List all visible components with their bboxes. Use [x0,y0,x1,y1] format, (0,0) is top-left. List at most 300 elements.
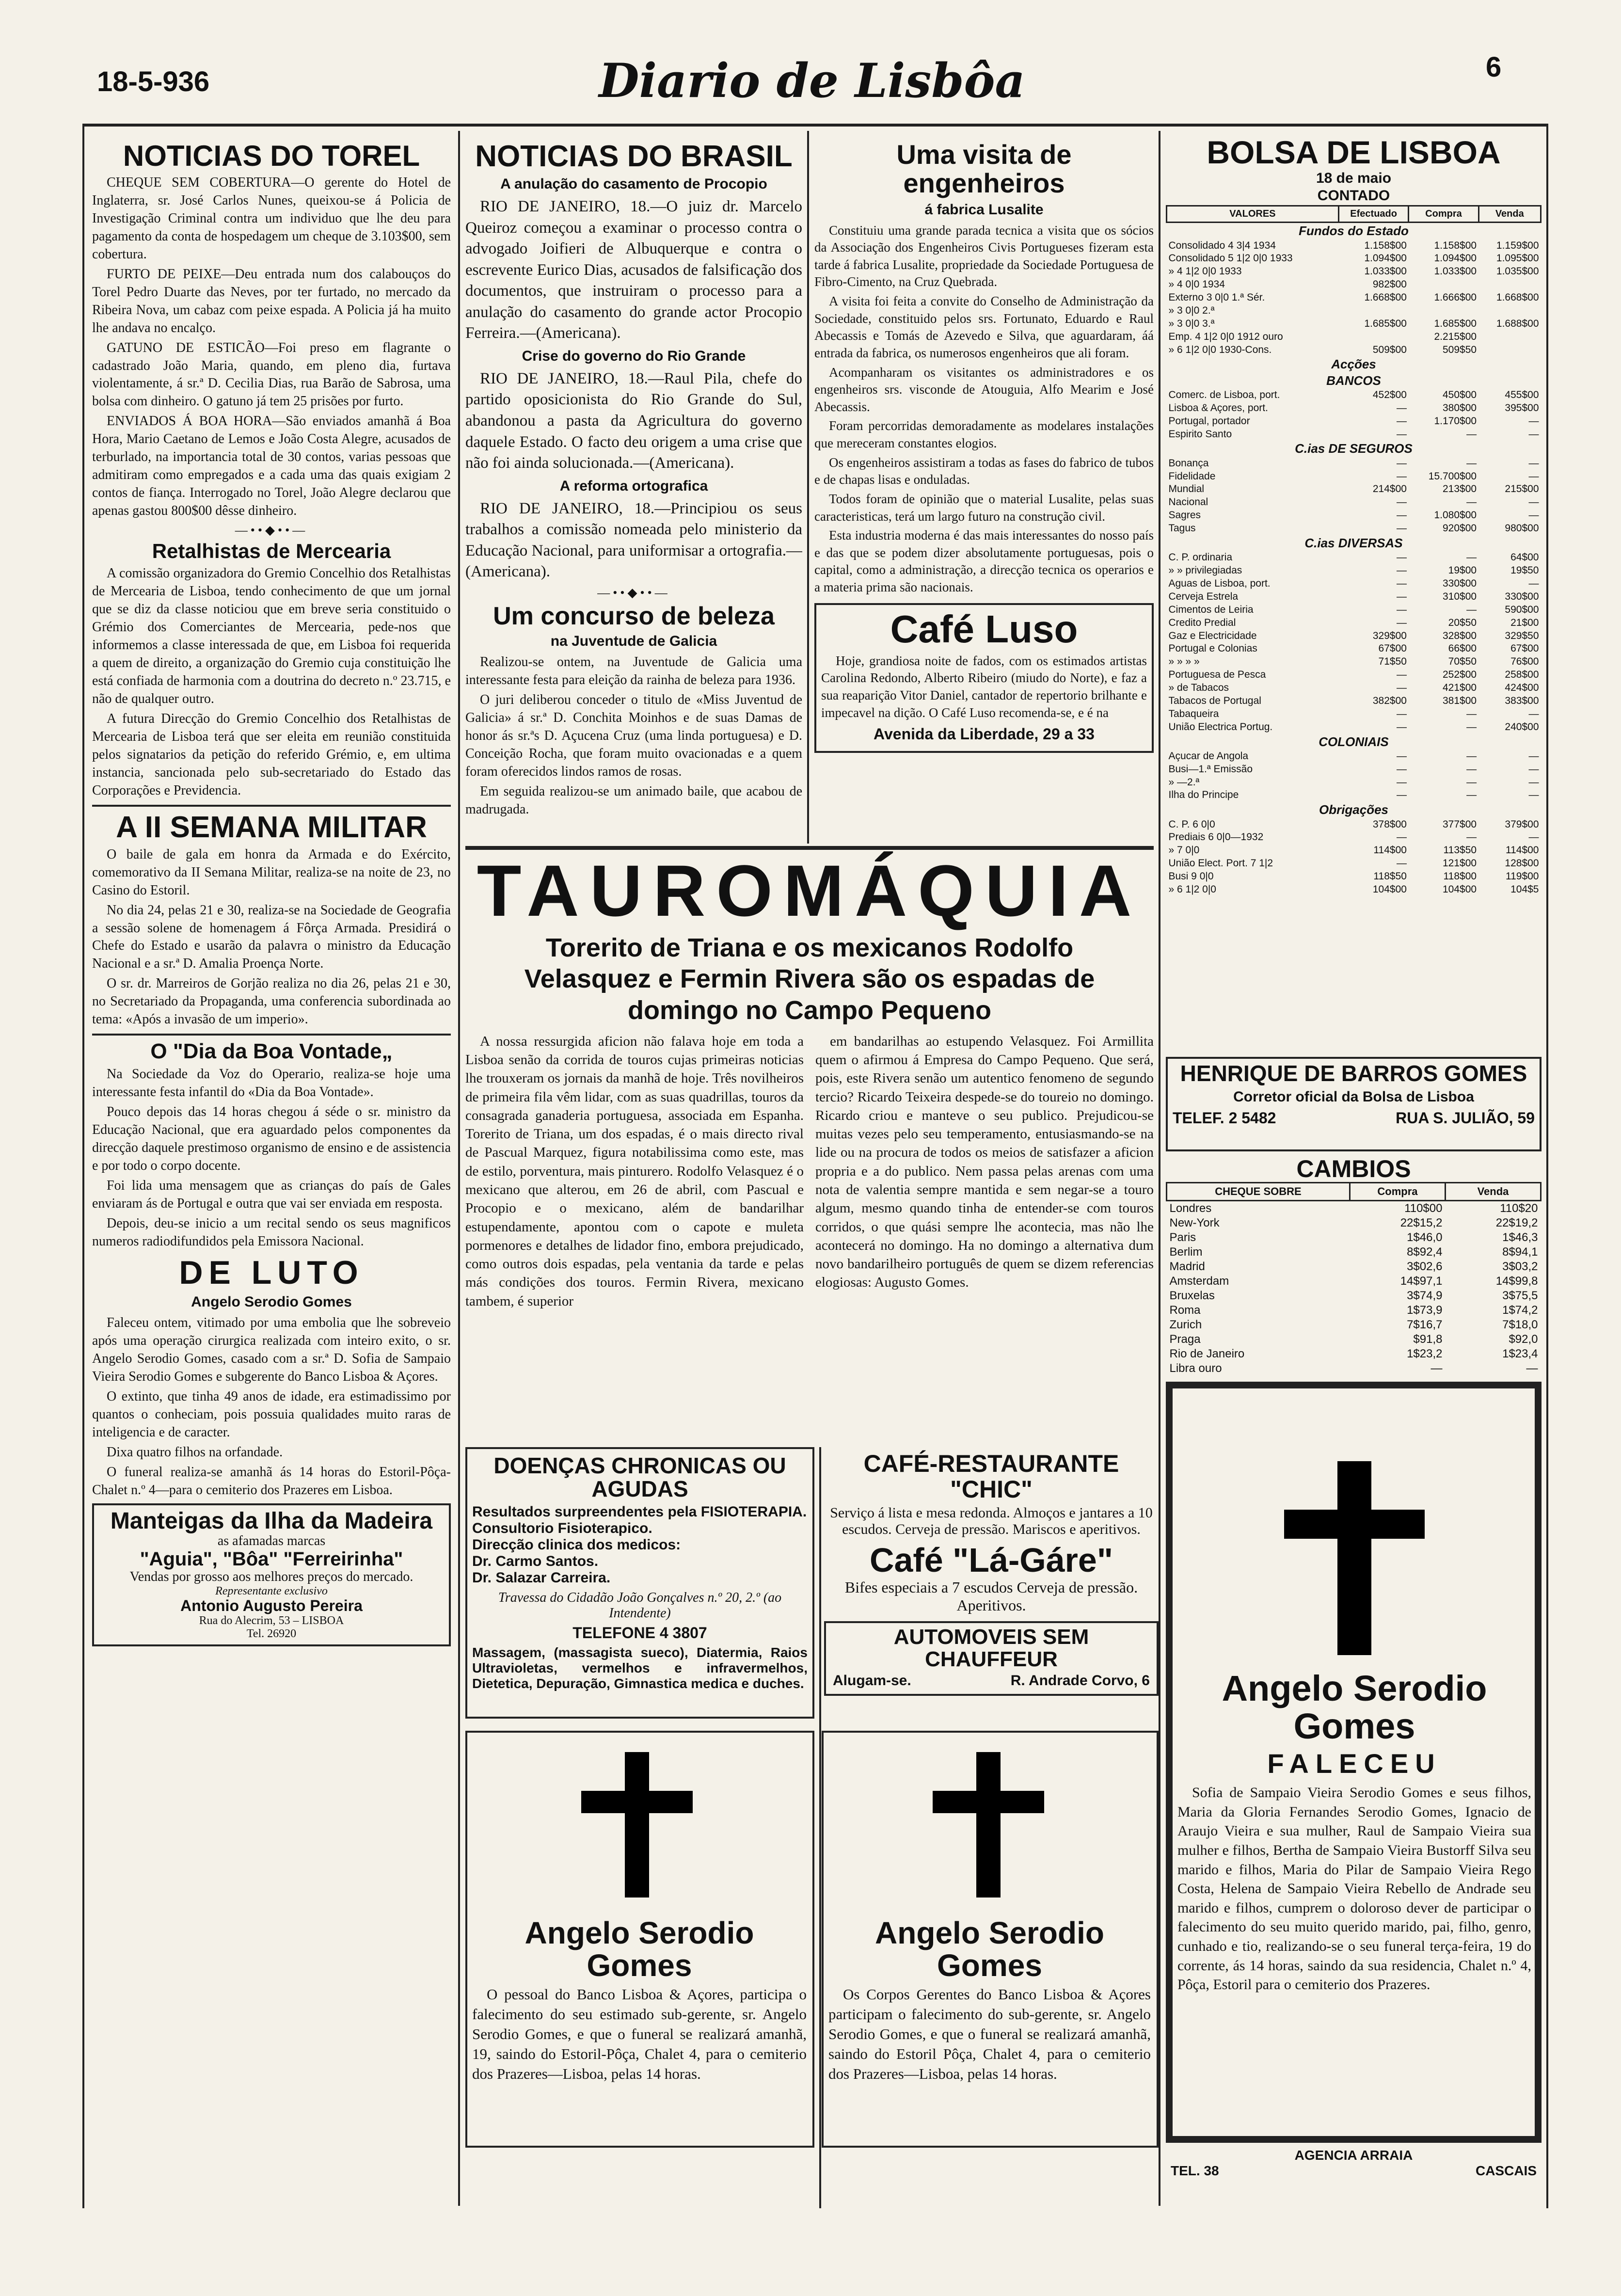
beleza-heading: Um concurso de beleza [493,602,775,630]
bolsa-security-name: Prediais 6 0|0—1932 [1168,831,1264,843]
bolsa-col-header: VALORES [1167,206,1339,223]
column-rule-1 [458,131,460,2206]
bolsa-price: 20$50 [1448,617,1477,628]
bolsa-security-name: Sagres [1168,510,1201,521]
bolsa-security-name: Açucar de Angola [1168,750,1249,762]
bolsa-price: 1.094$00 [1364,253,1407,264]
bolsa-security-name: Externo 3 0|0 1.ª Sér. [1168,292,1265,303]
bolsa-security-name: União Elect. Port. 7 1|2 [1168,858,1273,869]
semana-item: O sr. dr. Marreiros de Gorjão realiza no dia 26, pelas 21 e 30, no Secretariado da Propaganda, uma conferencia subordinada ao tema: «Após a invasão de um imperio». [92,976,451,1027]
beleza-item: O juri deliberou conceder o titulo de «Miss Juventud de Galicia» á sr.ª D. Conchita Moinhos e de suas Damas de honor ás sr.ªs D. Açucena Cruz (uma linda portuguesa) e D. Conceição Rocha, que foram muito ovacionadas e a quem foram oferecidos lindos ramos de rosas. [465,692,802,780]
bolsa-price: — [1528,578,1539,589]
automoveis-left: Alugam-se. [833,1672,911,1689]
obituary-board [822,1731,1159,2148]
bolsa-row [1167,331,1541,344]
bolsa-col-header: Compra [1409,206,1478,223]
cambios-rate: 1$46,0 [1407,1230,1443,1244]
chic-text: Serviço á lista e mesa redonda. Almoços e jantares a 10 escudos. Cerveja de pressão. Mariscos e aperitivos. [830,1505,1153,1537]
separator: —••◆••— [235,523,308,538]
bolsa-price: 1.158$00 [1434,239,1477,251]
bolsa-security-name: Fidelidade [1168,470,1216,482]
obituary-text: O pessoal do Banco Lisboa & Açores, participa o falecimento do seu estimado sub-gerente, sr. Angelo Serodio Gomes, e que o funeral se realizará amanhã, 19, saindo do Estoril-Pôça, Chalet 4, para o cemiterio dos Prazeres—Lisboa, pelas 14 horas. [472,1986,807,2082]
cambios-table [1166,1182,1542,1375]
cross-icon-bar [581,1791,693,1813]
cambios-rate: 110$20 [1500,1201,1538,1215]
bolsa-price: — [1466,831,1477,843]
bolsa-row [1167,642,1541,655]
agency-town: CASCAIS [1475,2163,1537,2178]
bolsa-price: — [1466,552,1477,563]
bolsa-security-name: Cerveja Estrela [1168,590,1239,602]
bolsa-price: 378$00 [1372,818,1407,830]
bolsa-security-name: Consolidado 4 3|4 1934 [1168,239,1276,251]
bolsa-price: — [1466,776,1477,788]
cambios-rate: 3$02,6 [1407,1260,1443,1273]
bolsa-security-name: » 6 1|2 0|0 1930-Cons. [1168,344,1272,355]
cross-icon-bar [933,1791,1044,1813]
bolsa-security-name: Busi—1.ª Emissão [1168,763,1253,775]
bolsa-row [1167,239,1541,253]
bolsa-security-name: » » » » [1168,656,1200,668]
barros-address: RUA S. JULIÃO, 59 [1396,1109,1535,1127]
bolsa-row [1167,252,1541,265]
brasil-paragraph-1: RIO DE JANEIRO, 18.—O juiz dr. Marcelo Queiroz começou a examinar o processo contra o advogado Joifieri de Albuquerque e contra o escrevente Eurico Dias, acusados de falsificação dos documentos, que instruiram o processo para a anulação do casamento do grande actor Procopio Ferreira.—(Americana). [465,198,802,342]
tauromaquia-subheading: Torerito de Triana e os mexicanos Rodolfo Velasquez e Fermin Rivera são os espadas de domingo no Campo Pequeno [524,933,1095,1025]
bolsa-price: — [1396,510,1407,521]
luto-item: O funeral realiza-se amanhã ás 14 horas do Estoril-Pôça-Chalet n.º 4—para o cemiterio dos Prazeres em Lisboa. [92,1464,451,1498]
cambios-rate: $91,8 [1413,1332,1443,1346]
bolsa-price: — [1396,428,1407,440]
bolsa-security-name: C. P. 6 0|0 [1168,818,1215,830]
cambios-row [1167,1260,1541,1274]
bolsa-row [1167,870,1541,883]
bolsa-price: 1.688$00 [1496,318,1539,329]
cambios-city: Berlim [1169,1245,1203,1259]
bolsa-price: — [1396,763,1407,775]
bolsa-price: 1.668$00 [1496,292,1539,303]
manteigas-sub: as afamadas marcas [217,1533,326,1549]
page-number: 6 [1486,51,1502,83]
cambios-col-header: Venda [1445,1182,1541,1200]
vontade-item: Pouco depois das 14 horas chegou á séde o sr. ministro da Educação Nacional, que era aguardado pelos componentes da direcção daquele prestimoso organismo de ensino e de assistencia e por todo o corpo docente. [92,1104,451,1174]
bolsa-price: 455$00 [1505,389,1539,400]
barros-telephone: TELEF. 2 5482 [1173,1109,1276,1127]
beleza-item: Em seguida realizou-se um animado baile, que acabou de madrugada. [465,784,802,817]
agency-name: AGENCIA ARRAIA [1294,2148,1413,2163]
bolsa-col-header: Efectuado [1338,206,1409,223]
boa-vontade-heading: O "Dia da Boa Vontade„ [150,1039,393,1064]
vontade-item: Depois, deu-se inicio a um recital sendo os seus magnificos numeros radiodifundidos pela Emissora Nacional. [92,1216,451,1249]
luto-item: Dixa quatro filhos na orfandade. [107,1445,283,1460]
bolsa-price: 128$00 [1505,858,1539,869]
bolsa-price: — [1396,470,1407,482]
bolsa-row [1167,721,1541,734]
column-rule-ads [819,1447,821,2208]
obituary-name: Angelo Serodio Gomes [1222,1668,1487,1746]
bolsa-price: 258$00 [1505,669,1539,681]
bolsa-price: 1.094$00 [1434,253,1477,264]
automoveis-ad [824,1621,1159,1696]
bolsa-row [1167,344,1541,357]
brasil-sub-2: Crise do governo do Rio Grande [522,348,746,364]
bolsa-row [1167,278,1541,291]
bolsa-price: — [1528,415,1539,427]
bolsa-price: 1.035$00 [1496,266,1539,277]
bolsa-security-name: Cimentos de Leiria [1168,604,1254,615]
manteigas-address: Rua do Alecrim, 53 – LISBOA [199,1614,344,1627]
cambios-row [1167,1200,1541,1216]
bolsa-price: — [1396,789,1407,801]
bolsa-security-name: Portugal e Colonias [1168,643,1257,654]
luto-item: O extinto, que tinha 49 anos de idade, era estimadissimo por quantos o conheciam, pois possuia qualidades muito raras de inteligencia e de caracter. [92,1389,451,1440]
column-rule-2 [807,131,809,844]
cambios-rate: 3$75,5 [1502,1289,1538,1302]
bolsa-price: 382$00 [1372,695,1407,706]
cambios-city: Praga [1169,1332,1201,1346]
left-frame-rule [82,124,84,2208]
doencas-line-2: Direcção clinica dos medicos: [472,1536,681,1553]
bolsa-price: — [1396,496,1407,508]
bolsa-security-name: Mundial [1168,483,1205,495]
bolsa-row [1167,522,1541,535]
bolsa-price: — [1466,750,1477,762]
cambios-rate: — [1430,1361,1443,1374]
mercearia-item: A comissão organizadora do Gremio Concelhio dos Retalhistas de Mercearia de Lisboa, tendo conhecimento de que um jornal que se diz da classe noticiou que em breve seria constituido o Grémio dos Comerciantes de Mercearia, pede-nos que informemos a classe interessada de que, em Lisboa foi requerida a quem de direito, a organização do Gremio cuja constituição lhe está confiada de harmonia com a doutrina do decreto n.º 23.715, e não de qualquer outro. [92,566,451,706]
cambios-city: Libra ouro [1169,1361,1222,1374]
bolsa-row [1167,655,1541,669]
bolsa-security-name: » 7 0|0 [1168,845,1200,856]
cambios-col-header: CHEQUE SOBRE [1167,1182,1350,1200]
automoveis-heading: AUTOMOVEIS SEM CHAUFFEUR [893,1625,1089,1671]
bolsa-price: 329$50 [1505,630,1539,641]
bolsa-row [1167,402,1541,415]
cambios-row [1167,1216,1541,1230]
bolsa-row [1167,604,1541,617]
bolsa-price: 1.666$00 [1434,292,1477,303]
rule [465,846,1154,850]
bolsa-price: 15.700$00 [1428,470,1477,482]
bolsa-price: 67$00 [1510,643,1539,654]
column-1 [92,141,451,2206]
bolsa-table [1166,205,1542,896]
doencas-heading: DOENÇAS CHRONICAS OU AGUDAS [493,1453,786,1502]
bolsa-row [1167,789,1541,802]
doencas-sub: Resultados surpreendentes pela FISIOTERAPIA. [472,1503,807,1520]
bolsa-price: 19$00 [1448,565,1477,576]
bolsa-price: — [1396,523,1407,534]
obituary-text: Os Corpos Gerentes do Banco Lisboa & Açores participam o falecimento do sub-gerente, sr. Angelo Serodio Gomes, e que o funeral se realizará amanhã, saindo do Estoril Pôça, Chalet 4, para o cemiterio dos Prazeres—Lisboa, pelas 14 horas. [828,1986,1151,2082]
cambios-row [1167,1274,1541,1289]
bolsa-price: 982$00 [1372,279,1407,290]
bolsa-row [1167,695,1541,708]
cambios-row [1167,1303,1541,1318]
bolsa-price: 76$00 [1510,656,1539,668]
bolsa-security-name: Comerc. de Lisboa, port. [1168,389,1280,400]
bolsa-security-name: Aguas de Lisboa, port. [1168,578,1271,589]
cambios-rate: 3$03,2 [1502,1260,1538,1273]
bolsa-security-name: » 6 1|2 0|0 [1168,883,1216,895]
bolsa-price: 114$00 [1505,845,1539,856]
bolsa-price: 920$00 [1442,523,1477,534]
bolsa-row [1167,682,1541,695]
bolsa-row [1167,389,1541,402]
bolsa-row [1167,304,1541,318]
bolsa-price: — [1396,708,1407,719]
bolsa-price: — [1528,496,1539,508]
cambios-rate: 1$23,4 [1502,1347,1538,1360]
semana-item: O baile de gala em honra da Armada e do Exército, comemorativo da II Semana Militar, realiza-se na noite de 23, no Casino do Estoril. [92,846,451,898]
bolsa-section-heading: Obrigações [1319,802,1389,817]
bolsa-price: — [1396,565,1407,576]
bolsa-security-name: » 3 0|0 3.ª [1168,318,1215,329]
tauromaquia-section [465,846,1154,1440]
cambios-rate: 7$16,7 [1407,1318,1443,1331]
engenheiros-subheading: á fabrica Lusalite [924,201,1044,218]
bolsa-price: 71$50 [1378,656,1407,668]
bolsa-price: — [1466,457,1477,469]
bolsa-price: 21$00 [1510,617,1539,628]
bolsa-row [1167,265,1541,278]
bolsa-price: — [1528,831,1539,843]
bolsa-price: 424$00 [1505,682,1539,693]
bolsa-price: — [1396,590,1407,602]
tauromaquia-left-text: A nossa ressurgida aficion não falava hoje em toda a Lisboa senão da corrida de touros cujas primeiras noticias lhe trouxeram os jornais da manhã de hoje. Três novilheiros de primeira fila vêm lidar, com as suas quadrillas, touros da consagrada ganaderia portuguesa, associada em Espanha. Torerito de Triana, um dos espadas, é o mais directo rival de Pascual Marquez, figura notabilissima como este, mas de estilo, porventura, mais pinturero. Rodolfo Velasquez é o mexicano que alterou, em 26 de abril, com Pascual e Procopio e o mexicano, além de bandarilhar estupendamente, apontou com o capote e muleta pormenores e detalhes de lidador fino, embora prejudicado, como outros dois espadas, pela ventania da tarde e pelas más condições dos touros. Fermin Rivera, mexicano tambem, é superior [465,1033,804,1309]
bolsa-row [1167,708,1541,721]
chic-heading: CAFÉ-RESTAURANTE "CHIC" [863,1450,1119,1503]
bolsa-price: 380$00 [1442,402,1477,414]
bolsa-price: 1.685$00 [1434,318,1477,329]
cambios-rate: $92,0 [1509,1332,1538,1346]
bolsa-price: — [1396,457,1407,469]
bolsa-row [1167,318,1541,331]
column-2 [465,141,802,834]
cambios-city: Zurich [1169,1318,1202,1331]
bolsa-price: — [1528,708,1539,719]
bolsa-price: 104$5 [1510,883,1539,895]
eng-item: Acompanharam os visitantes os administradores e os engenheiros srs. visconde de Atouguia, Alfo Mearim e José Abecassis. [814,365,1154,414]
torel-item: ENVIADOS Á BOA HORA—São enviados amanhã á Boa Hora, Mario Caetano de Lemos e João Costa Alegre, acusados de terburlado, na importancia total de 30 contos, varias pessoas que admitiram como empregados e a cada uma das quais exigiam 2 contos de fiança. Interrogado no Torel, João Alegre declarou que apenas gastou 800$00 dêsse dinheiro. [92,414,451,519]
bolsa-price: — [1396,578,1407,589]
manteigas-name: Antonio Augusto Pereira [180,1597,363,1615]
manteigas-rep: Representante exclusivo [215,1585,328,1598]
column-3 [814,141,1154,844]
bolsa-row [1167,750,1541,763]
cambios-heading: CAMBIOS [1296,1156,1411,1182]
bolsa-security-name: Credito Predial [1168,617,1236,628]
bolsa-row [1167,577,1541,590]
bolsa-price: 70$50 [1448,656,1477,668]
bolsa-security-name: Portuguesa de Pesca [1168,669,1266,681]
bolsa-col-header: Venda [1478,206,1541,223]
bolsa-price: — [1528,457,1539,469]
obituary-text: Sofia de Sampaio Vieira Serodio Gomes e seus filhos, Maria da Gloria Fernandes Serodio Gomes, Ignacio de Araujo Vieira e sua mulher, Raul de Sampaio Vieira sua mulher e filhos, Bertha de Sampaio Vieira Bustorff Silva seu marido e filhos, Maria do Pilar de Sampaio Vieira Rego Costa, Helena de Sampaio Vieira Rebello de Andrade seu marido e filhos, cumprem o doloroso dever de participar o falecimento do seu muito querido marido, pai, filho, genro, cunhado e tio, realizando-se o seu funeral terça-feira, 19 do corrente, ás 14 horas, saindo da sua residencia, Chalet n.º 4, Pôça, Estoril para o cemiterio dos Prazeres. [1177,1785,1531,1993]
bolsa-price: 19$50 [1510,565,1539,576]
bolsa-price: — [1528,763,1539,775]
bolsa-price: — [1396,858,1407,869]
bolsa-price [1409,304,1478,318]
automoveis-right: R. Andrade Corvo, 6 [1010,1672,1150,1689]
bolsa-row [1167,551,1541,564]
doencas-ad [465,1447,814,1719]
bolsa-price: 121$00 [1442,858,1477,869]
bolsa-price: 2.215$00 [1434,331,1477,342]
bolsa-security-name: Portugal, portador [1168,415,1250,427]
bolsa-row [1167,857,1541,870]
bolsa-section-heading: C.ias DIVERSAS [1304,535,1403,550]
bolsa-price: 119$00 [1505,871,1539,882]
bolsa-security-name: Emp. 4 1|2 0|0 1912 ouro [1168,331,1283,342]
bolsa-price: 421$00 [1442,682,1477,693]
bolsa-price: 1.158$00 [1364,239,1407,251]
cambios-rate: 1$74,2 [1502,1303,1538,1317]
bolsa-security-name: » » privilegiadas [1168,565,1242,576]
vontade-item: Foi lida uma mensagem que as crianças do país de Gales enviaram ás de Portugal e outra que vai ser enviada em resposta. [92,1178,451,1212]
bolsa-row [1167,470,1541,483]
bolsa-security-name: Gaz e Electricidade [1168,630,1257,641]
bolsa-row [1167,844,1541,857]
bolsa-row [1167,291,1541,304]
bolsa-price: 383$00 [1505,695,1539,706]
bolsa-price: 104$00 [1442,883,1477,895]
torel-heading: NOTICIAS DO TOREL [123,141,420,172]
bolsa-price: — [1396,682,1407,693]
brasil-sub-3: A reforma ortografica [559,478,708,494]
bolsa-price: 329$00 [1372,630,1407,641]
bolsa-price: 114$00 [1373,845,1407,856]
bolsa-row [1167,831,1541,844]
cambios-row [1167,1361,1541,1375]
engenheiros-heading: Uma visita de engenheiros [896,141,1072,198]
cambios-rate: 8$92,4 [1407,1245,1443,1259]
bolsa-price: 590$00 [1505,604,1539,615]
bolsa-price: 214$00 [1372,483,1407,495]
cambios-city: Amsterdam [1169,1274,1229,1288]
bolsa-price: 1.159$00 [1496,239,1539,251]
bolsa-price: 252$00 [1442,669,1477,681]
bolsa-security-name: Consolidado 5 1|2 0|0 1933 [1168,253,1293,264]
bolsa-row [1167,590,1541,604]
cross-icon [625,1752,649,1897]
bolsa-section-heading: Acções [1331,357,1376,372]
cafe-luso-heading: Café Luso [890,607,1078,651]
beleza-subheading: na Juventude de Galicia [550,633,717,650]
faleceu-label: FALECEU [1267,1748,1442,1779]
eng-item: A visita foi feita a convite do Conselho de Administração da Sociedade, constituido pelos srs. Fortunato, Eduardo e Raul Abecassis e Tomás de Azevedo e Silva, que aguardaram, áá entrada da fabrica, os numerosos engenheiros que ali foram. [814,294,1154,360]
bolsa-row [1167,630,1541,643]
cross-icon [976,1752,1001,1897]
eng-item: Esta industria moderna é das mais interessantes do nosso país e das que se podem dizer absolutamente portuguesas, pois o capital, como a administração, a direcção tecnica os operarios e a materia prima são nacionais. [814,528,1154,595]
bolsa-price: 1.685$00 [1364,318,1407,329]
cambios-row [1167,1332,1541,1347]
eng-item: Constituiu uma grande parada tecnica a visita que os sócios da Associação dos Engenheiros Civis Portugueses fizeram esta tarde á fabrica Lusalite, propriedade da Sociedade Portuguesa de Fibro-Cimento, na Cruz Quebrada. [814,223,1154,289]
bolsa-security-name: Tabacos de Portugal [1168,695,1261,706]
bolsa-security-name: Espirito Santo [1168,428,1232,440]
bolsa-security-name: Lisboa & Açores, port. [1168,402,1268,414]
doencas-text: Massagem, (massagista sueco), Diatermia, Raios Ultravioletas, vermelhos e infravermelhos, Dietetica, Depuração, Gimnastica medica e duches. [472,1644,808,1691]
bolsa-price: 118$50 [1373,871,1407,882]
column-rule-3 [1159,131,1160,2206]
bolsa-price [1478,278,1541,291]
bolsa-row [1167,669,1541,682]
bolsa-price: 328$00 [1442,630,1477,641]
doencas-telephone: TELEFONE 4 3807 [572,1624,707,1642]
bolsa-price: 509$00 [1372,344,1407,355]
bolsa-price: 381$00 [1442,695,1477,706]
bolsa-price: — [1396,669,1407,681]
de-luto-heading: DE LUTO [179,1254,364,1291]
agency-tel: TEL. 38 [1171,2163,1219,2178]
bolsa-price: 67$00 [1378,643,1407,654]
cambios-city: Madrid [1169,1260,1205,1273]
bolsa-security-name: Busi 9 0|0 [1168,871,1214,882]
bolsa-security-name: Tagus [1168,523,1196,534]
bolsa-row [1167,818,1541,831]
bolsa-section [1166,136,1542,1067]
issue-date: 18-5-936 [97,66,210,97]
bolsa-price: 1.095$00 [1496,253,1539,264]
cambios-rate: 8$94,1 [1502,1245,1538,1259]
semana-militar-heading: A II SEMANA MILITAR [116,810,427,844]
bolsa-row [1167,617,1541,630]
doencas-address: Travessa do Cidadão João Gonçalves n.º 20, 2.º (ao Intendente) [498,1590,782,1621]
brasil-paragraph-3: RIO DE JANEIRO, 18.—Principiou os seus trabalhos a comissão nomeada pelo ministerio da Educação Nacional, para uniformisar a ortografia.—(Americana). [465,499,802,581]
cambios-rate: 1$23,2 [1407,1347,1443,1360]
bolsa-price: 395$00 [1505,402,1539,414]
bolsa-price: 1.170$00 [1434,415,1477,427]
beleza-item: Realizou-se ontem, na Juventude de Galicia uma interessante festa para eleição da rainha de beleza para 1936. [465,654,802,688]
bolsa-price: — [1396,415,1407,427]
eng-item: Todos foram de opinião que o material Lusalite, pelas suas caracteristicas, terá um largo futuro na construção civil. [814,491,1154,524]
brasil-paragraph-2: RIO DE JANEIRO, 18.—Raul Pila, chefe do partido oposicionista do Rio Grande do Sul, abandonou a pasta da Agricultura do governo daquele Estado. O facto deu origem a uma crise que não foi ainda solucionada.—(Americana). [465,369,802,472]
bolsa-section-heading: C.ias DE SEGUROS [1295,441,1413,456]
cross-icon-bar [1284,1510,1425,1539]
doencas-line-1: Consultorio Fisioterapico. [472,1520,652,1536]
top-rule [82,124,1546,127]
cambios-rate: 1$73,9 [1407,1303,1443,1317]
bolsa-section-heading: COLONIAIS [1319,734,1389,749]
bolsa-row [1167,776,1541,789]
la-gare-heading: Café "Lá-Gáre" [869,1541,1113,1579]
eng-item: Os engenheiros assistiram a todas as fases do fabrico de tubos e de chapas lisas e onduladas. [814,455,1154,487]
manteigas-ad [92,1503,451,1646]
bolsa-section-heading: BANCOS [1326,373,1381,388]
bolsa-price: — [1396,604,1407,615]
bolsa-price: — [1466,789,1477,801]
bolsa-price: 379$00 [1505,818,1539,830]
vontade-item: Na Sociedade da Voz do Operario, realiza-se hoje uma interessante festa infantil do «Dia da Boa Vontade». [92,1067,451,1100]
bolsa-price: 113$50 [1443,845,1477,856]
bolsa-security-name: » de Tabacos [1168,682,1229,693]
barros-gomes-ad [1166,1057,1542,1151]
bolsa-price: — [1528,750,1539,762]
bolsa-price: — [1396,750,1407,762]
bolsa-security-name: Ilha do Principe [1168,789,1239,801]
bolsa-price: — [1528,789,1539,801]
bolsa-row [1167,763,1541,776]
bolsa-price: 980$00 [1505,523,1539,534]
cambios-rate: 7$18,0 [1502,1318,1538,1331]
bolsa-date: 18 de maio [1316,170,1392,187]
rule [92,1034,451,1036]
cambios-rate: — [1526,1361,1538,1374]
bolsa-security-name: » 4 1|2 0|0 1933 [1168,266,1242,277]
manteigas-tel: Tel. 26920 [246,1627,297,1640]
manteigas-brands: "Aguia", "Bôa" "Ferreirinha" [140,1548,403,1570]
cambios-row [1167,1289,1541,1303]
bolsa-price: 64$00 [1510,552,1539,563]
obituary-family [1166,1382,1542,2143]
bolsa-price: 1.033$00 [1364,266,1407,277]
